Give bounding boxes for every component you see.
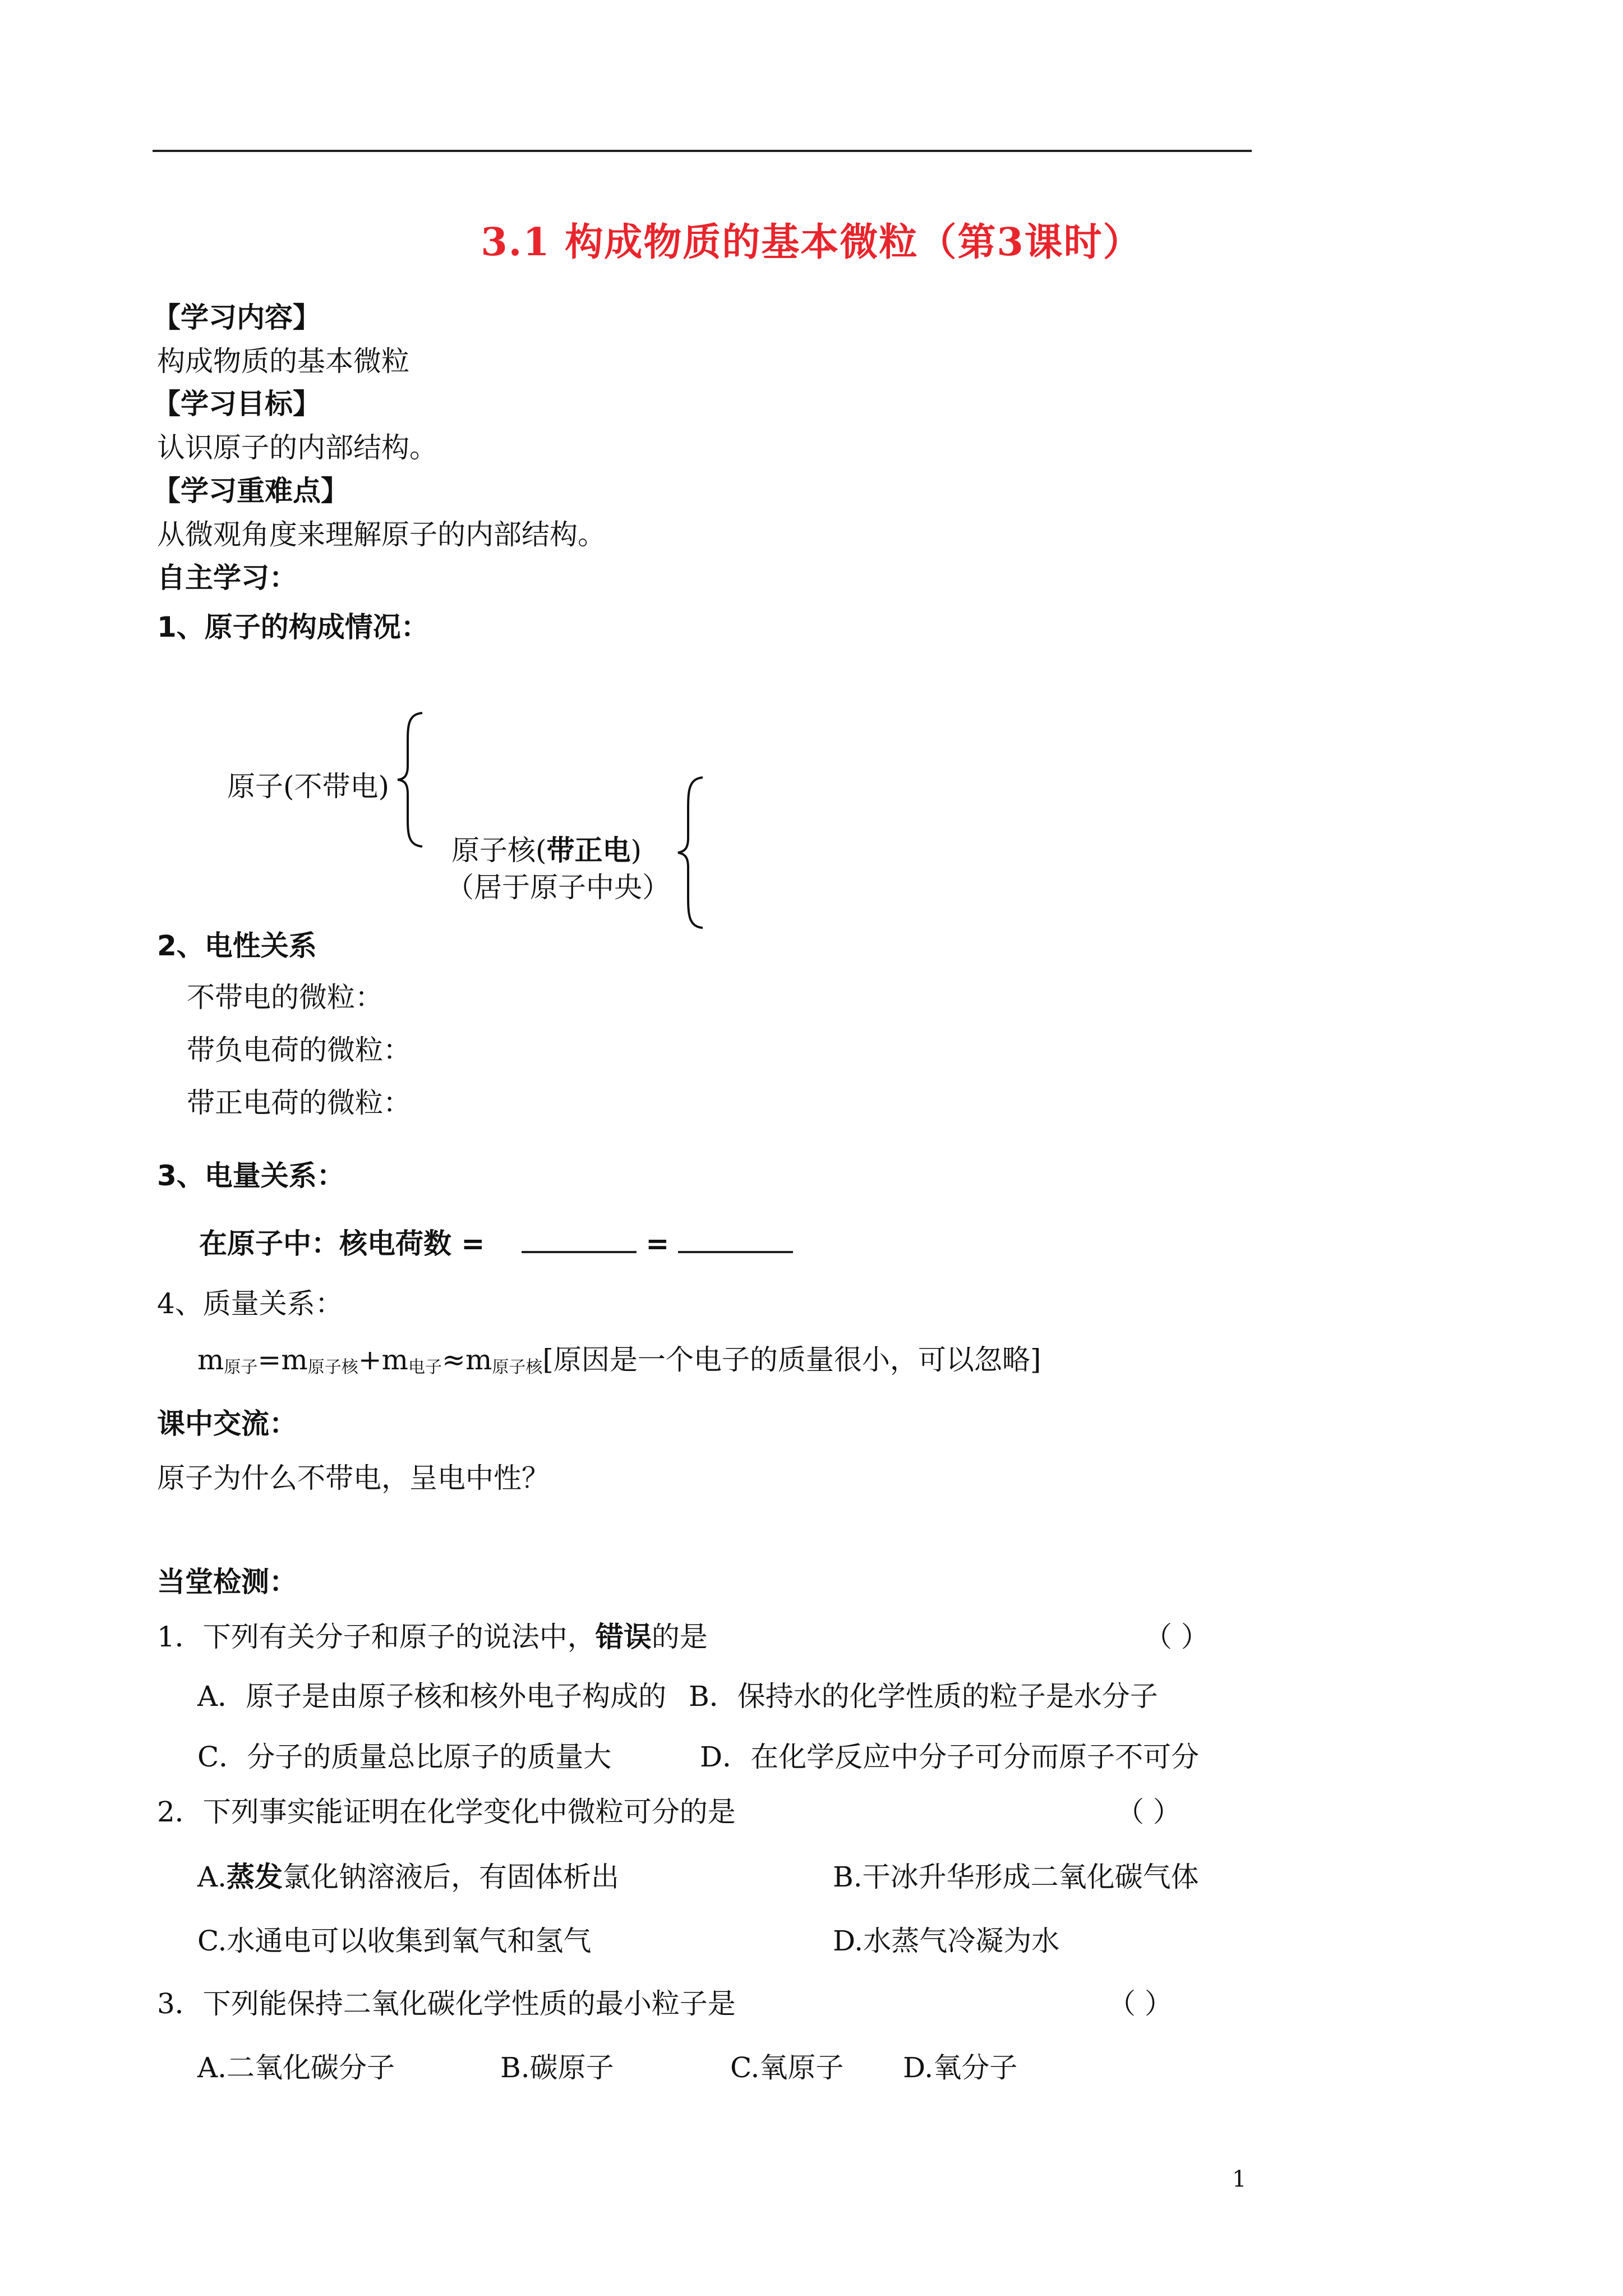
- question-1-option-c[interactable]: C．分子的质量总比原子的质量大: [197, 1741, 612, 1773]
- class-exchange-heading: 课中交流：: [157, 1407, 297, 1440]
- negative-particles: 带负电荷的微粒：: [187, 1034, 411, 1066]
- content-heading: 【学习内容】: [153, 301, 321, 334]
- page-number: 1: [1232, 2166, 1247, 2192]
- goal-heading: 【学习目标】: [153, 388, 321, 420]
- question-3-option-a[interactable]: A.二氧化碳分子: [197, 2051, 395, 2084]
- question-2-option-c[interactable]: C.水通电可以收集到氧气和氢气: [197, 1925, 592, 1957]
- question-1-option-a[interactable]: A．原子是由原子核和核外电子构成的: [197, 1680, 667, 1713]
- positive-particles: 带正电荷的微粒：: [187, 1087, 411, 1119]
- question-3-option-b[interactable]: B.碳原子: [500, 2051, 614, 2084]
- difficulty-heading: 【学习重难点】: [153, 475, 349, 507]
- question-2-stem: 2．下列事实能证明在化学变化中微粒可分的是: [157, 1796, 736, 1828]
- difficulty-text: 从微观角度来理解原子的内部结构。: [157, 518, 606, 551]
- item-1-heading: 1、原子的构成情况：: [157, 611, 429, 643]
- question-3-option-d[interactable]: D.氧分子: [903, 2051, 1018, 2084]
- question-2-option-b[interactable]: B.干冰升华形成二氧化碳气体: [833, 1861, 1199, 1893]
- item-2-heading: 2、电性关系: [157, 930, 317, 962]
- goal-text: 认识原子的内部结构。: [157, 431, 437, 464]
- question-2-option-d[interactable]: D.水蒸气冷凝为水: [833, 1925, 1060, 1957]
- header-rule: [153, 150, 1252, 152]
- question-1-option-b[interactable]: B．保持水的化学性质的粒子是水分子: [689, 1680, 1158, 1713]
- question-3-answer-paren[interactable]: （ ）: [1108, 1987, 1173, 2020]
- self-study-heading: 自主学习：: [157, 562, 297, 594]
- nucleus-brace-icon: [676, 774, 709, 931]
- question-2-answer-paren[interactable]: （ ）: [1116, 1796, 1181, 1828]
- question-1-option-d[interactable]: D．在化学反应中分子可分而原子不可分: [700, 1741, 1200, 1773]
- page-title: 3.1 构成物质的基本微粒（第3课时）: [481, 220, 1142, 265]
- item-4-heading: 4、质量关系：: [157, 1287, 343, 1320]
- question-3-option-c[interactable]: C.氧原子: [730, 2051, 844, 2084]
- nucleus-label: 原子核(带正电): [451, 834, 642, 867]
- charge-blank-1[interactable]: [522, 1224, 637, 1253]
- test-heading: 当堂检测：: [157, 1566, 297, 1598]
- charge-relation: 在原子中：核电荷数 = =: [199, 1224, 802, 1260]
- question-1-answer-paren[interactable]: （ ）: [1144, 1621, 1209, 1653]
- atom-label: 原子(不带电): [227, 770, 390, 803]
- charge-blank-2[interactable]: [678, 1224, 793, 1253]
- question-2-option-a[interactable]: A.蒸发氯化钠溶液后，有固体析出: [197, 1861, 620, 1893]
- neutral-particles: 不带电的微粒：: [187, 981, 383, 1014]
- question-1-stem: 1．下列有关分子和原子的说法中，错误的是: [157, 1621, 708, 1653]
- question-3-stem: 3．下列能保持二氧化碳化学性质的最小粒子是: [157, 1987, 736, 2020]
- content-text: 构成物质的基本微粒: [157, 345, 409, 378]
- atom-brace-icon: [395, 710, 429, 850]
- item-3-heading: 3、电量关系：: [157, 1159, 345, 1192]
- mass-relation: $m_{原子}=m_{原子核}+m_{电子}\approx m_{原子核}$[原因是一个电子的质量很小，可以忽略]: [197, 1343, 1041, 1377]
- exchange-question: 原子为什么不带电，呈电中性？: [157, 1462, 550, 1494]
- nucleus-note: （居于原子中央）: [446, 871, 670, 904]
